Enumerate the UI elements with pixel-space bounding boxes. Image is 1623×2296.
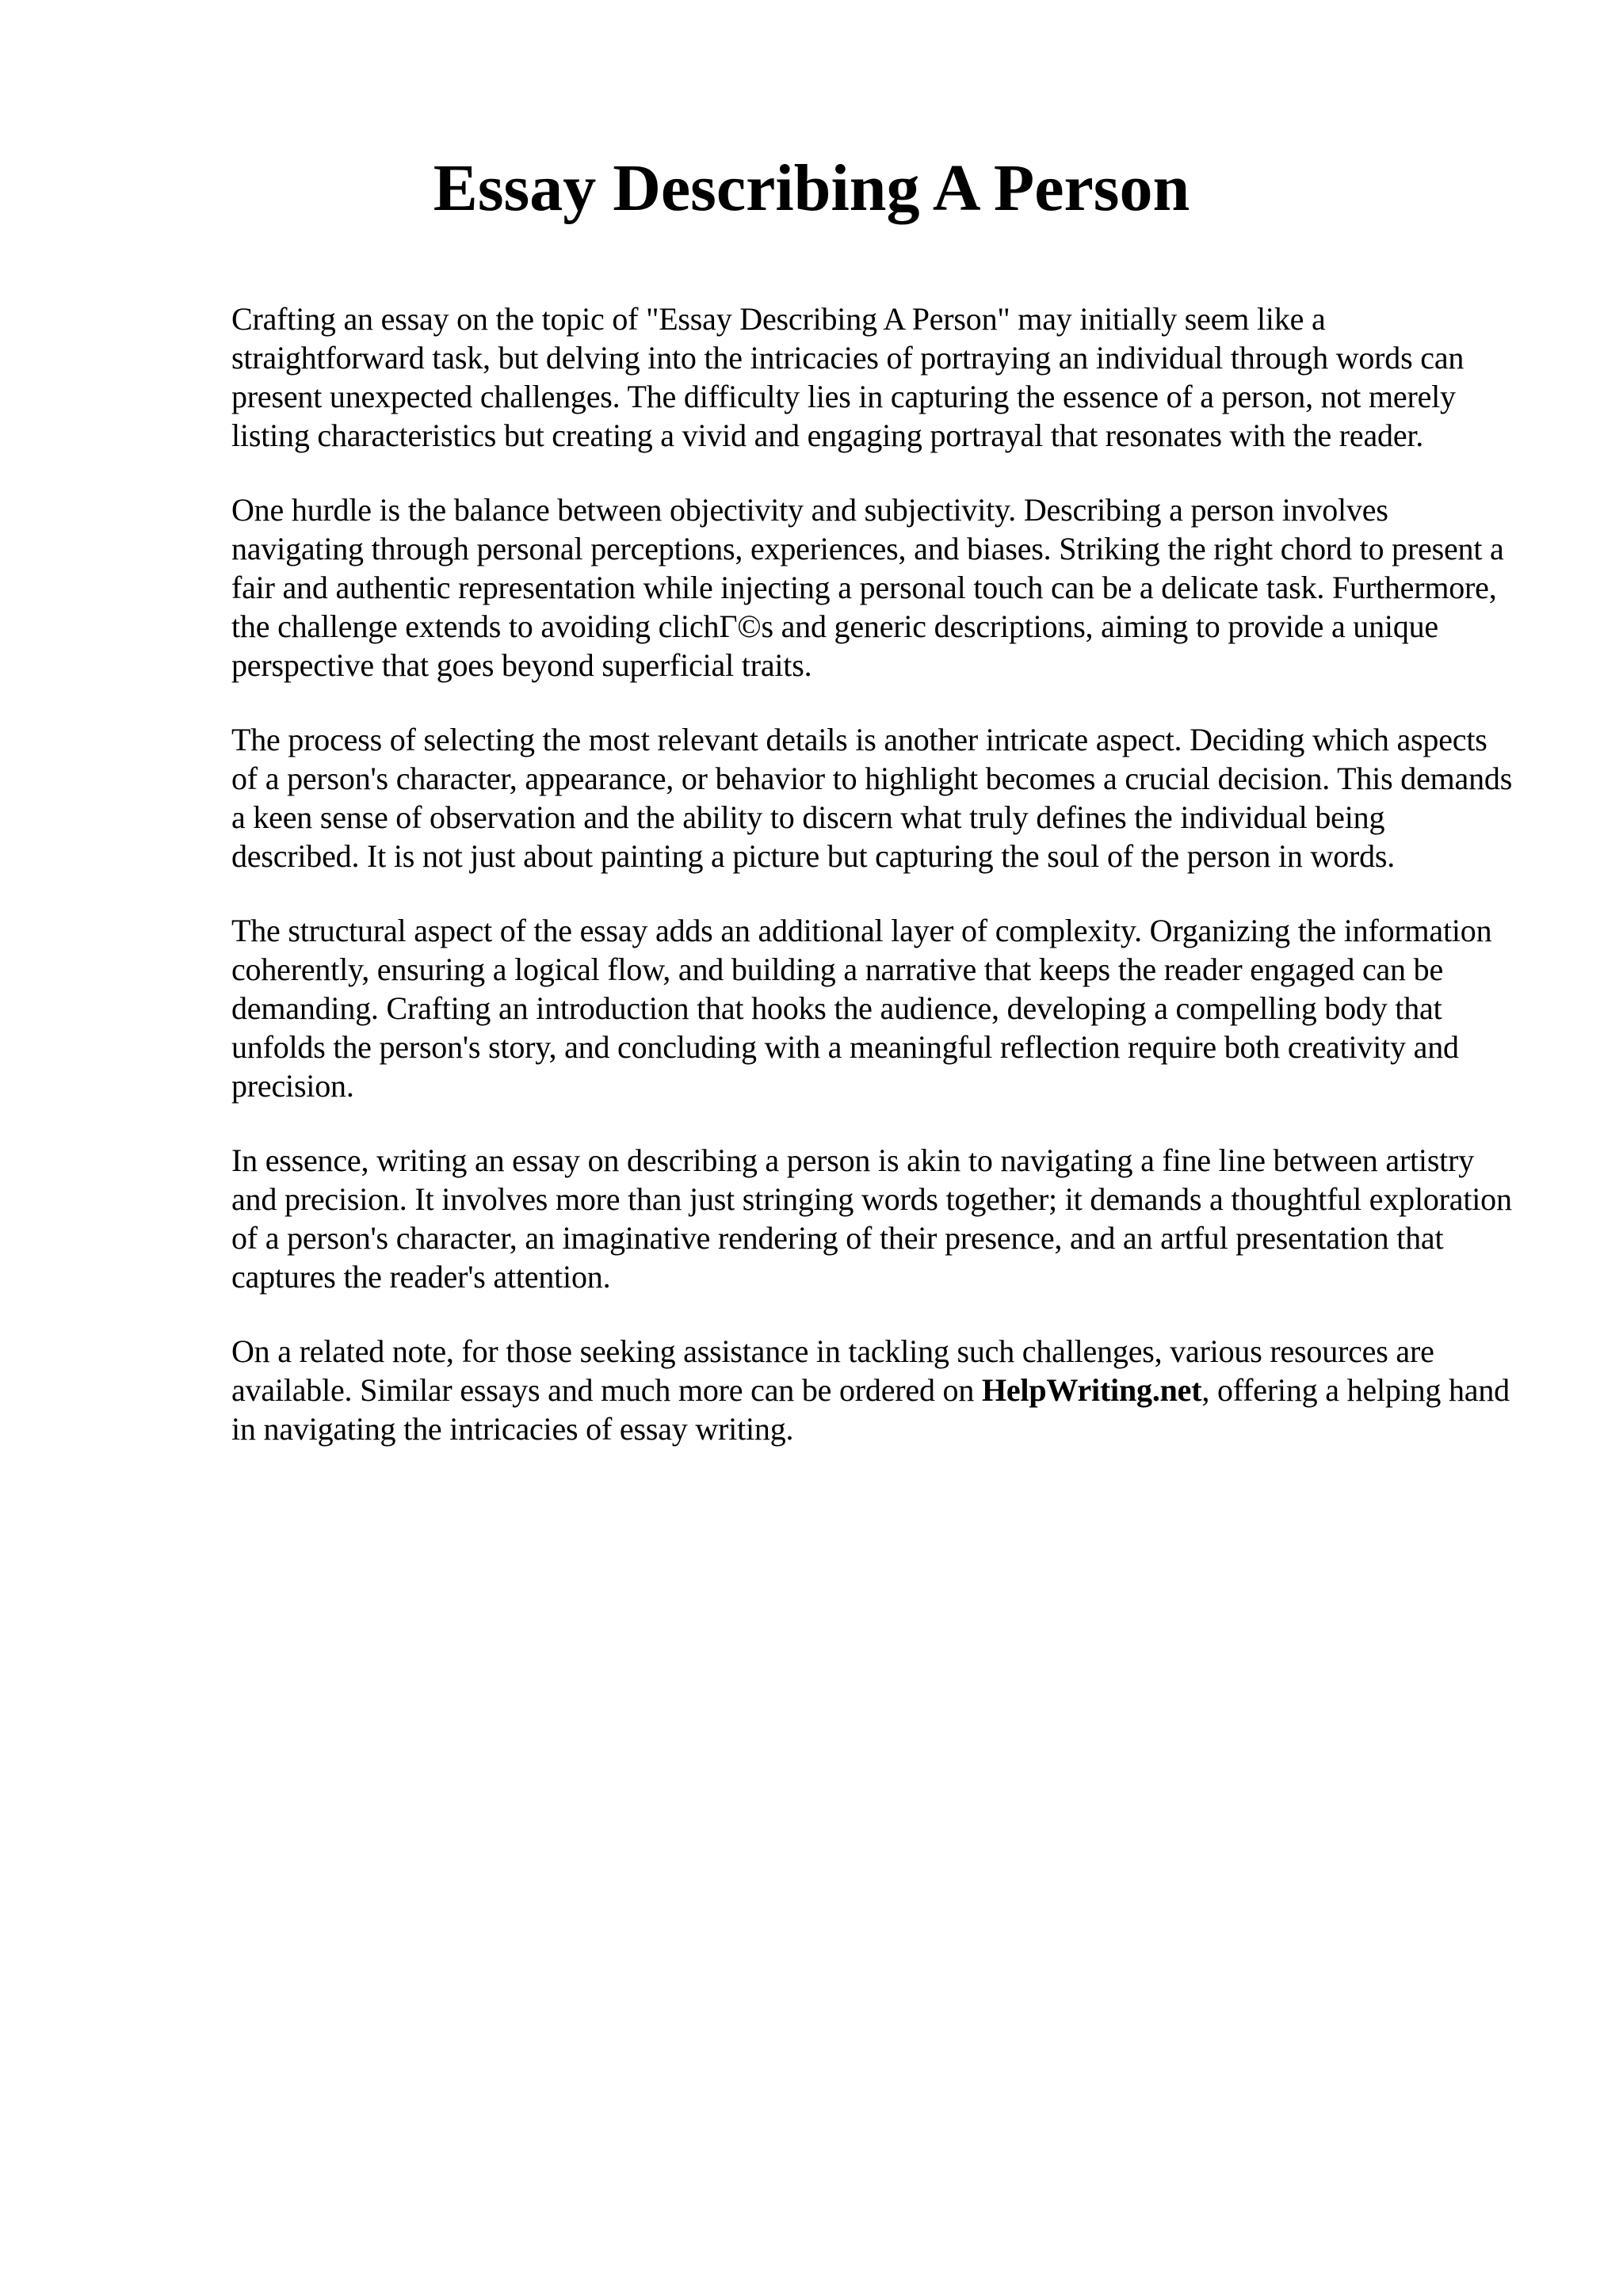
- paragraph-essence: In essence, writing an essay on describing a person is akin to navigating a fine line between artistry and precision. It involves more than just stringing words together; it demands a thoughtful exploration of a person's character, an imaginative rendering of their presence, and an artful presentation that captures the reader's attention.: [231, 1142, 1512, 1295]
- paragraph-closing: [231, 1332, 1515, 1448]
- document-body: [231, 299, 1515, 1484]
- paragraph-intro: Crafting an essay on the topic of "Essay Describing A Person" may initially seem like a straightforward task, but delving into the intricacies of portraying an individual through words can present unexpected challenges. The difficulty lies in capturing the essence of a person, not merely listing characteristics but creating a vivid and engaging portrayal that resonates with the reader.: [231, 301, 1465, 453]
- paragraph-structure: The structural aspect of the essay adds an additional layer of complexity. Organizing the information coherently, ensuring a logical flow, and building a narrative that keeps the reader engaged can be demanding. Crafting an introduction that hooks the audience, developing a compelling body that unfolds the person's story, and concluding with a meaningful reflection require both creativity and precision.: [231, 913, 1492, 1104]
- paragraph-objectivity: One hurdle is the balance between objectivity and subjectivity. Describing a person involves navigating through personal perceptions, experiences, and biases. Striking the right chord to present a fair and authentic representation while injecting a personal touch can be a delicate task. Furthermore, the challenge extends to avoiding clichΓ©s and generic descriptions, aiming to provide a unique perspective that goes beyond superficial traits.: [231, 492, 1504, 683]
- closing-text-after: , offering a helping hand in navigating the intricacies of essay writing.: [231, 1372, 1510, 1447]
- paragraph-details: The process of selecting the most relevant details is another intricate aspect. Deciding which aspects of a person's character, appearance, or behavior to highlight becomes a crucial decision. This demands a keen sense of observation and the ability to discern what truly defines the individual being described. It is not just about painting a picture but capturing the soul of the person in words.: [231, 722, 1513, 874]
- document-title: Essay Describing A Person: [433, 151, 1190, 225]
- closing-text-before: On a related note, for those seeking assistance in tackling such challenges, various resources are available. Similar essays and much more can be ordered on: [231, 1333, 1434, 1408]
- helpwriting-brand: HelpWriting.net: [981, 1372, 1202, 1408]
